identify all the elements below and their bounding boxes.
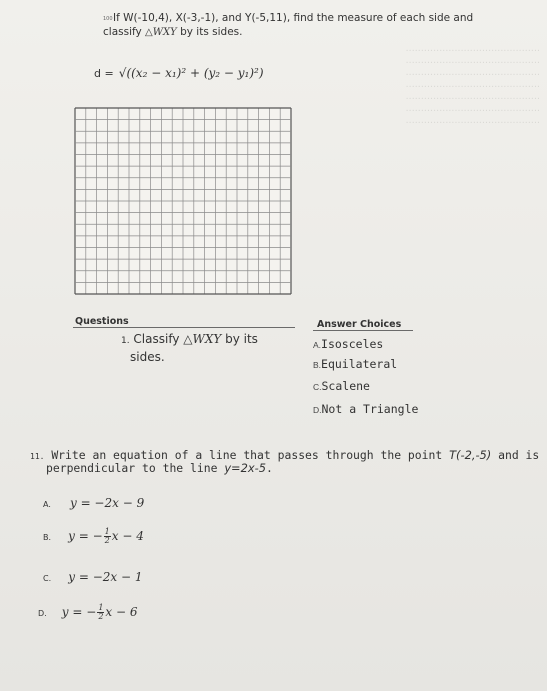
questions-header-rule xyxy=(73,327,295,328)
option-d-post: x − 6 xyxy=(105,605,138,619)
option-d-pre: y = − xyxy=(61,605,97,619)
problem-line-1 xyxy=(113,12,473,24)
option-d[interactable] xyxy=(38,601,138,621)
option-b-denominator: 2 xyxy=(104,536,110,545)
option-b-numerator: 1 xyxy=(104,527,110,536)
problem-line1-suffix: , find the measure of each side and xyxy=(286,12,474,24)
point-x: X(-3,-1) xyxy=(175,12,216,24)
graph-paper-grid xyxy=(74,107,292,295)
option-a[interactable] xyxy=(43,492,144,511)
point-w: W(-10,4) xyxy=(123,12,169,24)
choice-c[interactable] xyxy=(313,375,370,394)
question-11-number: 11. xyxy=(30,452,45,461)
triangle-label: △WXY xyxy=(145,27,177,38)
option-a-letter: A. xyxy=(43,500,51,509)
option-b-expression xyxy=(68,529,144,543)
problem-number: 100 xyxy=(103,16,113,22)
option-a-expression: y = −2x − 9 xyxy=(69,496,145,510)
question-11-text-1: Write an equation of a line that passes through the point xyxy=(51,448,450,462)
option-b-pre: y = − xyxy=(68,529,103,543)
choice-b-text: Equilateral xyxy=(321,357,398,371)
choice-a-letter: A. xyxy=(313,340,322,350)
question-1-number: 1. xyxy=(121,336,130,346)
question-1-line-1 xyxy=(121,332,258,346)
questions-header: Questions xyxy=(75,316,129,327)
question-1-suffix: by its xyxy=(221,332,258,346)
distance-formula xyxy=(94,62,264,81)
answers-header-rule xyxy=(313,330,413,331)
option-b[interactable] xyxy=(43,525,144,545)
choice-b[interactable] xyxy=(313,353,397,372)
choice-b-letter: B. xyxy=(313,360,322,370)
question-1-prefix: Classify xyxy=(133,332,184,346)
problem-line-2 xyxy=(103,26,242,38)
choice-c-letter: C. xyxy=(313,382,322,392)
question-11-line-2 xyxy=(46,461,273,475)
option-c-expression: y = −2x − 1 xyxy=(68,570,143,584)
option-d-fraction xyxy=(97,604,104,621)
point-y: Y(-5,11) xyxy=(245,12,287,24)
separator-2: , and xyxy=(215,12,246,24)
formula-rhs: √((x₂ − x₁)² + (y₂ − y₁)²) xyxy=(118,66,264,80)
choice-c-text: Scalene xyxy=(321,379,370,393)
choice-d[interactable] xyxy=(313,398,418,417)
choice-a-text: Isosceles xyxy=(321,337,384,351)
question-11-point: T(-2,-5) xyxy=(449,448,492,462)
option-b-fraction xyxy=(104,528,111,545)
formula-lhs: d = xyxy=(94,67,114,80)
choice-a[interactable] xyxy=(313,333,383,352)
choice-d-letter: D. xyxy=(313,405,322,415)
question-11-text-1-end: and is xyxy=(491,448,540,462)
question-1-line-2: sides. xyxy=(130,350,165,364)
problem-line1-prefix: If xyxy=(113,12,124,24)
option-b-letter: B. xyxy=(43,533,52,542)
question-11-line-1 xyxy=(30,448,539,462)
option-d-letter: D. xyxy=(38,609,47,618)
separator-1: , xyxy=(168,12,176,24)
question-11-line-equation: y=2x-5 xyxy=(224,461,266,475)
option-d-expression xyxy=(62,605,138,619)
question-1-triangle: △WXY xyxy=(183,332,222,346)
option-c[interactable] xyxy=(43,566,142,585)
option-d-denominator: 2 xyxy=(98,612,104,621)
option-d-numerator: 1 xyxy=(98,603,104,612)
option-c-letter: C. xyxy=(43,574,52,583)
question-11-text-2-end: . xyxy=(265,461,273,475)
choice-d-text: Not a Triangle xyxy=(321,402,419,416)
answer-choices-header: Answer Choices xyxy=(317,319,402,330)
problem-line2-suffix: by its sides. xyxy=(176,26,243,38)
question-11-text-2: perpendicular to the line xyxy=(46,461,225,475)
problem-line2-prefix: classify xyxy=(103,26,146,38)
option-b-post: x − 4 xyxy=(111,529,144,543)
bleed-through-text: ............................................ ............................................ ............................................ ............................................ ............................................ ............................................ ............................................ xyxy=(405,42,540,126)
